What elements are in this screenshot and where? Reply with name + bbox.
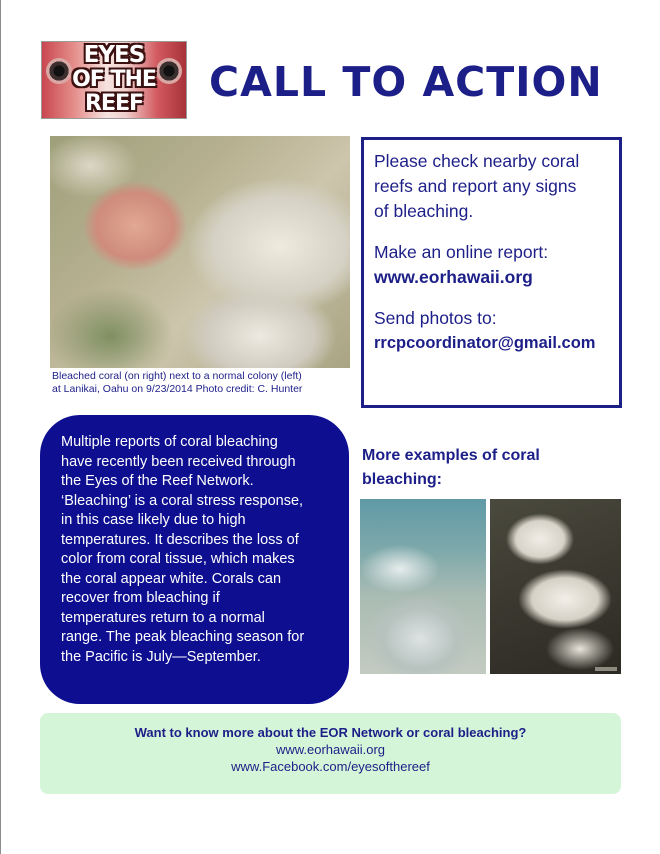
info-line: the coral appear white. Corals can bbox=[61, 570, 282, 587]
info-line: range. The peak bleaching season for bbox=[61, 629, 305, 645]
photos-email-link[interactable]: rrcpcoordinator@gmail.com bbox=[374, 334, 596, 352]
report-link[interactable]: www.eorhawaii.org bbox=[374, 267, 533, 287]
ask-line: Please check nearby coral bbox=[374, 151, 580, 171]
report-label: Make an online report: bbox=[374, 242, 549, 262]
info-line: color from coral tissue, which makes bbox=[61, 551, 295, 567]
eyes-of-the-reef-logo bbox=[41, 41, 187, 119]
photo-caption bbox=[52, 370, 352, 395]
info-line: recover from bleaching if bbox=[61, 590, 220, 606]
info-line: ‘Bleaching’ is a coral stress response, bbox=[61, 492, 304, 509]
info-line: have recently been received through bbox=[61, 453, 296, 470]
bleached-coral-example-photo bbox=[490, 499, 621, 674]
footer-question: Want to know more about the EOR Network or coral bleaching? bbox=[134, 725, 527, 740]
photos-label: Send photos to: bbox=[374, 308, 497, 328]
logo-line-1: EYES bbox=[83, 42, 145, 68]
page-border bbox=[0, 0, 1, 854]
bleaching-info-bubble bbox=[40, 415, 349, 704]
examples-heading-line: bleaching: bbox=[362, 471, 443, 488]
photo-watermark bbox=[595, 667, 617, 671]
examples-heading-line: More examples of coral bbox=[362, 447, 540, 464]
bleached-reef-example-photo bbox=[360, 499, 486, 674]
examples-heading bbox=[362, 444, 602, 492]
info-line: temperatures. It describes the loss of bbox=[61, 531, 299, 548]
bleached-coral-photo bbox=[50, 136, 350, 368]
page-title: CALL TO ACTION bbox=[209, 58, 603, 106]
logo-line-3: REEF bbox=[84, 91, 144, 116]
call-to-action-box bbox=[361, 137, 622, 408]
footer-facebook-link[interactable]: www.Facebook.com/eyesofthereef bbox=[231, 759, 430, 774]
info-line: temperatures return to a normal bbox=[61, 609, 265, 626]
ask-line: reefs and report any signs bbox=[374, 176, 577, 196]
info-line: in this case likely due to high bbox=[61, 512, 246, 528]
info-line: the Pacific is July—September. bbox=[61, 648, 261, 665]
footer-website-link[interactable]: www.eorhawaii.org bbox=[275, 742, 386, 757]
info-line: Multiple reports of coral bleaching bbox=[61, 434, 278, 450]
caption-line: at Lanikai, Oahu on 9/23/2014 Photo credit: C. Hunter bbox=[52, 382, 303, 395]
logo-line-2: OF THE bbox=[72, 67, 156, 92]
caption-line: Bleached coral (on right) next to a normal colony (left) bbox=[52, 370, 302, 382]
ask-line: of bleaching. bbox=[374, 201, 474, 221]
footer-banner bbox=[40, 713, 621, 794]
info-line: the Eyes of the Reef Network. bbox=[61, 473, 254, 489]
